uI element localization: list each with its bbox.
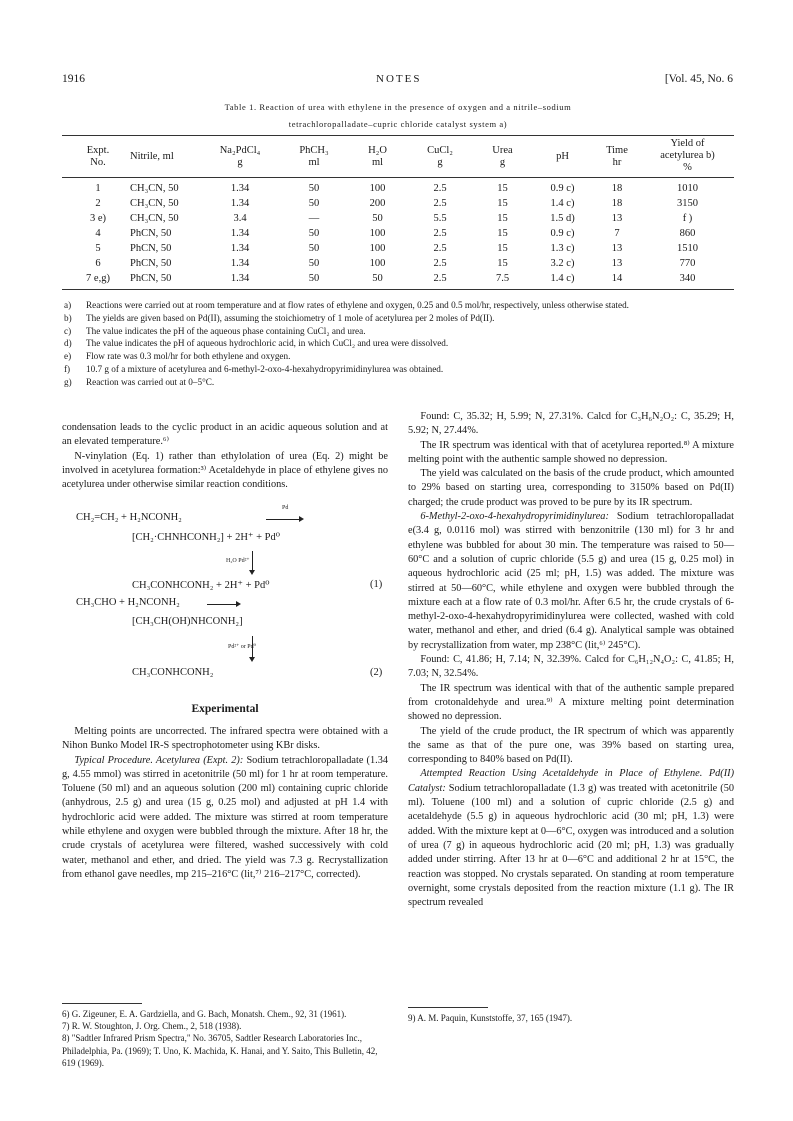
footnote: 8) "Sadtler Infrared Prism Spectra," No. 36705, Sadtler Research Laboratories Inc., Philadelphia, Pa. (1969); T. Uno, K. Machida, K. Hanai, and Y. Saito, This Bulletin, 42, 619 (1969). [62, 1033, 378, 1068]
eq1-catalyst: Pd [282, 505, 289, 511]
paragraph: The IR spectrum was identical with that of acetylurea reported.⁸⁾ A mixture melting point with the authentic sample showed no depression. [408, 439, 734, 465]
table-cell: CH₃CN, 50 [130, 198, 179, 209]
section-title: NOTES [376, 73, 422, 85]
table-cell: 5.5 [433, 213, 447, 224]
table-cell: 50 [308, 228, 320, 239]
table-cell: 3.2 c) [550, 258, 575, 269]
table-cell: 0.9 c) [550, 228, 575, 239]
table-cell: 1.4 c) [550, 198, 575, 209]
table-cell: 2.5 [433, 228, 447, 239]
column-header: pH [556, 151, 569, 162]
table-cell: 5 [95, 243, 101, 254]
table-cell: 3.4 [233, 213, 247, 224]
table-footnote: e) Flow rate was 0.3 mol/hr for both ethylene and oxygen. [64, 351, 291, 362]
right-column [408, 410, 734, 910]
footnote: 6) G. Zigeuner, E. A. Gardziella, and G. Bach, Monatsh. Chem., 92, 31 (1961). [62, 1009, 347, 1019]
paragraph: Found: C, 41.86; H, 7.14; N, 32.39%. Calcd for C₆H₁₂N₄O₂: C, 41.85; H, 7.03; N, 32.54%. [408, 654, 734, 680]
table-cell: 50 [372, 273, 383, 284]
page-number: 1916 [62, 73, 85, 85]
eq1-intermediate: [CH₂·CHNHCONH₂] + 2H⁺ + Pd⁰ [132, 532, 280, 543]
table-cell: 6 [95, 258, 101, 269]
eq2-intermediate: [CH₃CH(OH)NHCONH₂] [132, 616, 243, 627]
table-cell: 50 [308, 273, 320, 284]
table-cell: 100 [369, 258, 386, 269]
eq2-conditions: Pd²⁺ or Pd⁰ [228, 644, 257, 650]
column-header: Yield of acetylurea b) % [660, 138, 715, 173]
footnote-rule [408, 1007, 488, 1008]
table-cell: 15 [497, 228, 508, 239]
table-cell: 15 [497, 183, 508, 194]
table-cell: 2.5 [433, 258, 447, 269]
table-cell: 2.5 [433, 183, 447, 194]
paragraph [408, 767, 734, 910]
table-cell: 3150 [677, 198, 698, 209]
paragraph [408, 510, 734, 653]
table-cell: PhCN, 50 [130, 243, 172, 254]
paragraph: Melting points are uncorrected. The infrared spectra were obtained with a Nihon Bunko Model IR-S spectrophotometer using KBr disks. [62, 726, 388, 752]
volume-label: [Vol. 45, No. 6 [664, 73, 733, 85]
table-cell: 13 [611, 213, 623, 224]
footnote: 7) R. W. Stoughton, J. Org. Chem., 2, 518 (1938). [62, 1021, 242, 1032]
table-cell: CH₃CN, 50 [130, 183, 179, 194]
table-cell: 1.34 [230, 273, 250, 284]
table-cell: 50 [372, 213, 383, 224]
column-header: PhCH₃ ml [299, 145, 329, 168]
table-cell: 340 [679, 273, 696, 284]
procedure-text: Sodium tetrachloropalladate (1.3 g) was treated with acetonitrile (50 ml). Toluene (100 ml) and a solution of cupric chloride (2.5 g) and acetaldehyde (5.5 g) in aqueous hydrochloric acid (30 ml; pH, 1.3) were added. With the mixture kept at 0—6°C, oxygen was introduced and a solution of urea (7 g) in aqueous hydrochloric acid (20 ml; pH, 1.3) was gradually added under stirring. After 13 hr at 0—6°C and additional 2 hr at 15°C, the reaction was stopped. No crystals separated. On standing at room temperature overnight, some crystals deposited from the reaction mixture (1.1 g). The IR spectrum revealed [408, 782, 735, 909]
table-cell: 3 e) [89, 213, 107, 224]
column-header: Expt. No. [86, 145, 110, 168]
paragraph: condensation leads to the cyclic product in an acidic aqueous solution and at an elevated temperature.⁶⁾ [62, 422, 388, 448]
table-cell: 100 [369, 228, 386, 239]
paragraph: The yield of the crude product, the IR spectrum of which was apparently the same as that of the pure one, was 39% based on starting urea, corresponding to 840% based on Pd(II). [408, 725, 734, 766]
table-cell: 2.5 [433, 198, 447, 209]
reaction-arrow [207, 604, 239, 605]
column-header: Na₂PdCl₄ g [219, 145, 261, 168]
table-top-rule [62, 135, 734, 136]
table-cell: f ) [682, 213, 693, 224]
table-cell: PhCN, 50 [130, 228, 172, 239]
eq1-product: CH₃CONHCONH₂ + 2H⁺ + Pd⁰ [132, 580, 270, 591]
table-cell: 1.4 c) [550, 273, 575, 284]
table-cell: 15 [497, 213, 508, 224]
table-cell: 1.3 c) [550, 243, 575, 254]
paragraph [62, 754, 388, 883]
column-header: Time hr [606, 145, 628, 168]
table-cell: — [308, 213, 320, 224]
footnotes-left [62, 1008, 388, 1069]
table-bottom-rule [62, 289, 734, 290]
table-cell: 770 [679, 258, 696, 269]
eq1-number: (1) [370, 579, 383, 590]
table-cell: 2 [95, 198, 101, 209]
table-cell: 100 [369, 183, 386, 194]
table-cell: 50 [308, 183, 320, 194]
column-header: Urea g [492, 145, 513, 168]
table-cell: 15 [497, 258, 508, 269]
paragraph: The yield was calculated on the basis of the crude product, which amounted to 29% based on starting urea, corresponding to 3150% based on Pd(II) charged; the crude product was proved to be pure by its IR spectrum. [408, 468, 734, 508]
table-cell: 1.5 d) [550, 213, 575, 224]
table-cell: PhCN, 50 [130, 258, 172, 269]
eq2-product: CH₃CONHCONH₂ [132, 667, 214, 678]
table-cell: 15 [497, 243, 508, 254]
table-footnote: c) The value indicates the pH of the aqueous phase containing CuCl₂ and urea. [64, 325, 366, 336]
paragraph: The IR spectrum was identical with that of the authentic sample prepared from crotonaldehyde and urea.⁹⁾ A mixture melting point determination showed no depression. [408, 682, 734, 723]
table-header-rule [62, 177, 734, 178]
procedure-text: Sodium tetrachloropalladate (1.34 g, 4.55 mmol) was stirred in acetonitrile (50 ml) for 1 hr at room temperature. Toluene (50 ml) and an aqueous solution (200 ml) containing cupric chloride (anhydrous, 2.5 g) and urea (15 g, 0.25 mol) and adjusted at pH 1.4 with hydrochloric acid were added. The mixture was stirred at room temperature while ethylene and oxygen were bubbled through the mixture. After 18 hr, the crude crystals of acetylurea were filtered, washed successively with cold water, methanol and ether, and dried. The yield was 7.3 g. Recrystallization from ethanol gave needles, mp 215–216°C (lit,⁷⁾ 216–217°C, corrected). [62, 754, 388, 880]
column-header: CuCl₂ g [427, 145, 453, 168]
section-heading: Experimental [191, 703, 259, 715]
procedure-title: 6-Methyl-2-oxo-4-hexahydropyrimidinylurea: [420, 511, 609, 523]
table-cell: 1010 [677, 183, 698, 194]
footnote-rule [62, 1003, 142, 1004]
column-header: H₂O ml [368, 145, 387, 168]
paragraph: N-vinylation (Eq. 1) rather than ethylolation of urea (Eq. 2) might be involved in acetylurea formation:³⁾ Acetaldehyde in place of ethylene gives no acetylurea under otherwise similar reaction conditions. [62, 450, 388, 491]
table-footnotes [62, 299, 732, 389]
eq2-number: (2) [370, 667, 383, 678]
eq1-conditions: H₂O Pd²⁺ [226, 558, 250, 564]
left-column [62, 421, 388, 492]
eq1-reactants: CH₂=CH₂ + H₂NCONH₂ [76, 512, 182, 523]
table-cell: 2.5 [433, 243, 447, 254]
procedure-title: Typical Procedure. Acetylurea (Expt. 2): [74, 754, 244, 766]
table-footnote: d) The value indicates the pH of aqueous hydrochloric acid, in which CuCl₂ and urea were dissolved. [64, 338, 449, 349]
table-cell: 50 [308, 258, 320, 269]
footnote: 9) A. M. Paquin, Kunststoffe, 37, 165 (1947). [408, 1013, 573, 1023]
table-cell: 1.34 [230, 258, 250, 269]
table-cell: CH₃CN, 50 [130, 213, 179, 224]
table-footnote: g) Reaction was carried out at 0–5°C. [64, 376, 215, 387]
table-cell: 13 [611, 258, 623, 269]
table-cell: 860 [679, 228, 696, 239]
table-cell: 4 [95, 228, 101, 239]
table-cell: 50 [308, 243, 320, 254]
table-caption: Table 1. Reaction of urea with ethylene in the presence of oxygen and a nitrile–sodium [224, 102, 572, 112]
table-cell: 1.34 [230, 198, 250, 209]
table-cell: 1.34 [230, 228, 250, 239]
paragraph: Found: C, 35.32; H, 5.99; N, 27.31%. Calcd for C₃H₆N₂O₂: C, 35.29; H, 5.92; N, 27.44%. [408, 411, 734, 437]
table-cell: 7 [614, 228, 620, 239]
procedure-title: Attempted Reaction Using Acetaldehyde in Place of Ethylene. Pd(II) Catalyst: [408, 768, 734, 794]
table-cell: 100 [369, 243, 386, 254]
table-cell: 15 [497, 198, 508, 209]
table-cell: 200 [369, 198, 386, 209]
table-cell: 13 [611, 243, 623, 254]
procedure-text: Sodium tetrachloropalladat e(3.4 g, 0.0116 mol) was stirred with benzonitrile (130 ml) for 3 hr and ethylene was bubbled for about 30 min. The temperature was raised to 50—60°C and a solution of cupric chloride (5.5 g) and urea (15 g, 0.25 mol) in aqueous hydrochloric acid (25 ml; pH, 1.5) was added. The mixture was stirred at 50—60°C, while ethylene and oxygen were bubbled through the mixture each at a flow rate of 0.3 mol/hr. After 6.5 hr, the crude crystals of 6-methyl-2-oxo-4-hexahydropyrimidinylurea were collected, washed with cold water, methanol and ether, and dried (6.4 g). Analytical sample was obtained by recrystallization from water, mp 238°C (lit,⁶⁾ 245°C). [408, 511, 734, 651]
table-cell: 50 [308, 198, 320, 209]
table-cell: 1.34 [230, 183, 250, 194]
table-cell: 7 e,g) [86, 273, 110, 284]
table-footnote: a) Reactions were carried out at room temperature and at flow rates of ethylene and oxygen, 0.25 and 0.5 mol/hr, respectively, unless otherwise stated. [64, 300, 629, 310]
table-footnote: b) The yields are given based on Pd(II), assuming the stoichiometry of 1 mole of acetylurea per 2 moles of Pd(II). [64, 312, 495, 323]
table-cell: 1 [95, 183, 101, 194]
table-caption-cont: tetrachloropalladate–cupric chloride catalyst system a) [288, 119, 508, 129]
table-cell: 18 [611, 183, 623, 194]
table-cell: 1510 [677, 243, 698, 254]
table-cell: 1.34 [230, 243, 250, 254]
footnotes-right [408, 1012, 734, 1024]
table-cell: 7.5 [495, 273, 510, 284]
table-cell: 2.5 [433, 273, 447, 284]
table-cell: 0.9 c) [550, 183, 575, 194]
table-cell: PhCN, 50 [130, 273, 172, 284]
table-cell: 14 [611, 273, 623, 284]
table-footnote: f) 10.7 g of a mixture of acetylurea and 6-methyl-2-oxo-4-hexahydropyrimidinylurea was obtained. [64, 363, 444, 374]
experimental-text [62, 725, 388, 882]
reaction-arrow [252, 551, 253, 573]
eq2-reactants: CH₃CHO + H₂NCONH₂ [76, 597, 180, 608]
column-header: Nitrile, ml [130, 151, 174, 162]
table-cell: 18 [611, 198, 623, 209]
reaction-arrow [266, 519, 302, 520]
